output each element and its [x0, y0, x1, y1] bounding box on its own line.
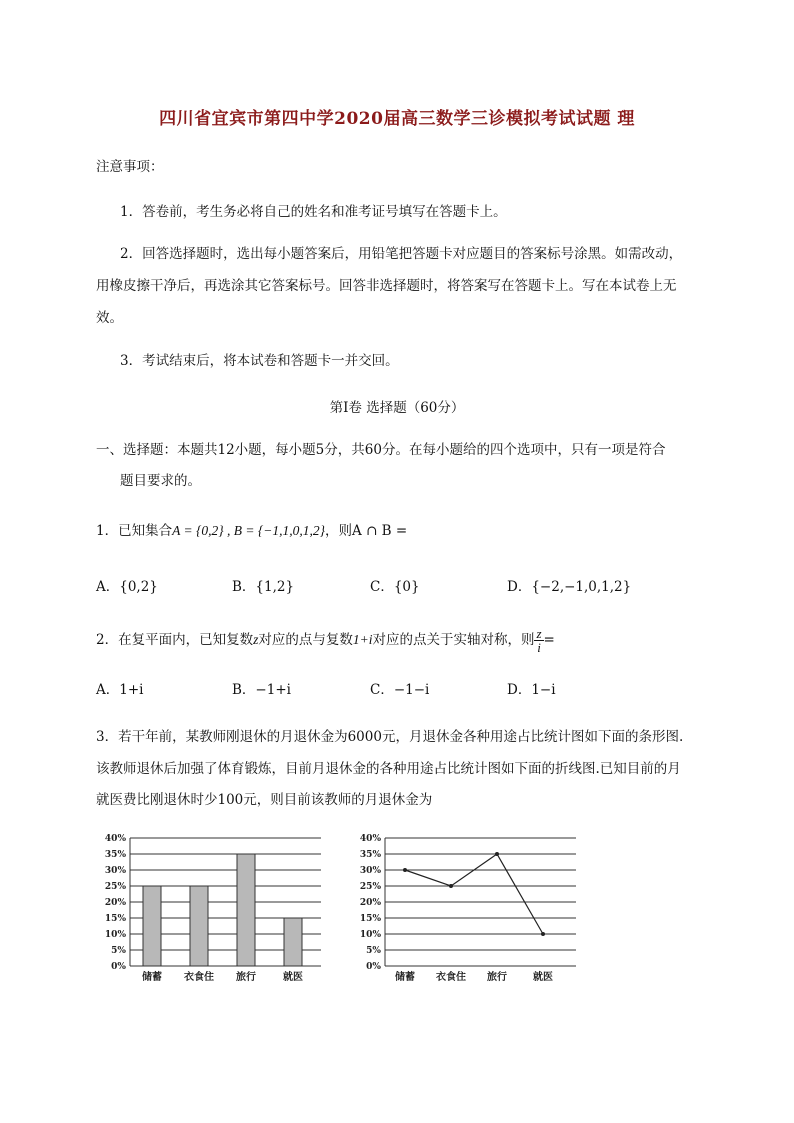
- bar: [143, 886, 161, 966]
- part-instructions: 一、选择题：本题共12小题，每小题5分，共60分。在每小题给的四个选项中，只有一项是符合: [96, 442, 666, 458]
- question-1-option-b: B．{1,2}: [232, 579, 295, 595]
- y-tick-label: 20%: [104, 898, 126, 908]
- y-tick-label: 25%: [104, 882, 126, 892]
- x-tick-label: 衣食住: [436, 972, 466, 983]
- question-1-prefix: 1．已知集合: [96, 523, 173, 539]
- y-tick-label: 10%: [104, 930, 126, 940]
- y-tick-label: 40%: [359, 834, 381, 844]
- section-title: 第Ⅰ卷 选择题（60分）: [329, 400, 465, 416]
- x-tick-label: 储蓄: [142, 972, 162, 983]
- question-2-suffix: 对应的点关于实轴对称，则: [372, 632, 535, 648]
- y-tick-label: 35%: [104, 850, 126, 860]
- fraction-numerator: z: [536, 626, 542, 641]
- question-2-eq: =: [543, 632, 555, 648]
- bar-chart: [96, 826, 336, 986]
- y-tick-label: 5%: [111, 946, 126, 956]
- line-chart: [356, 826, 586, 986]
- y-tick-label: 15%: [359, 914, 381, 924]
- question-1-option-d: D．{−2,−1,0,1,2}: [507, 579, 632, 595]
- data-point: [449, 884, 453, 888]
- x-tick-label: 就医: [283, 972, 303, 983]
- question-1-option-c: C．{0}: [370, 579, 420, 595]
- part-instructions: 题目要求的。: [120, 473, 201, 489]
- fraction-denominator: i: [537, 640, 541, 655]
- question-3-line: 3．若干年前，某教师刚退休的月退休金为6000元，月退休金各种用途占比统计图如下面的条形图.: [96, 729, 684, 745]
- notice-item: 1．答卷前，考生务必将自己的姓名和准考证号填写在答题卡上。: [120, 204, 507, 220]
- question-2-option-a: A．1+i: [96, 682, 144, 698]
- x-tick-label: 衣食住: [184, 972, 214, 983]
- question-1-expr: A = {0,2} , B = {−1,1,0,1,2}: [172, 523, 326, 538]
- y-tick-label: 35%: [359, 850, 381, 860]
- question-2-prefix: 2．在复平面内，已知复数: [96, 632, 254, 648]
- bar: [190, 886, 208, 966]
- page-title: 四川省宜宾市第四中学2020届高三数学三诊模拟考试试题 理: [159, 109, 635, 129]
- question-2-option-d: D．1−i: [507, 682, 556, 698]
- x-tick-label: 就医: [533, 972, 553, 983]
- notice-item: 效。: [96, 310, 123, 326]
- x-tick-label: 旅行: [487, 972, 507, 983]
- question-3-line: 该教师退休后加强了体育锻炼，目前月退休金的各种用途占比统计图如下面的折线图.已知目前的月: [96, 761, 681, 777]
- question-2-expr: 1+i: [352, 632, 373, 647]
- question-2-var: z: [253, 632, 259, 647]
- data-point: [541, 932, 545, 936]
- bar: [284, 918, 302, 966]
- notice-heading: 注意事项：: [96, 159, 164, 175]
- y-tick-label: 20%: [359, 898, 381, 908]
- y-tick-label: 30%: [104, 866, 126, 876]
- question-2: [96, 623, 555, 657]
- bar: [237, 854, 255, 966]
- y-tick-label: 30%: [359, 866, 381, 876]
- y-tick-label: 0%: [111, 962, 126, 972]
- x-tick-label: 旅行: [236, 972, 256, 983]
- series-line: [405, 854, 543, 934]
- question-2-mid: 对应的点与复数: [258, 632, 353, 648]
- y-tick-label: 10%: [359, 930, 381, 940]
- notice-item: 2．回答选择题时，选出每小题答案后，用铅笔把答题卡对应题目的答案标号涂黑。如需改动，: [120, 246, 683, 262]
- y-tick-label: 25%: [359, 882, 381, 892]
- data-point: [403, 868, 407, 872]
- data-point: [495, 852, 499, 856]
- question-3-line: 就医费比刚退休时少100元，则目前该教师的月退休金为: [96, 792, 433, 808]
- question-1: [96, 521, 407, 541]
- question-1-suffix: ，则A ∩ B =: [325, 523, 408, 539]
- notice-item: 用橡皮擦干净后，再选涂其它答案标号。回答非选择题时，将答案写在答题卡上。写在本试卷上无: [96, 278, 677, 294]
- question-2-option-b: B．−1+i: [232, 682, 291, 698]
- question-1-option-a: A．{0,2}: [96, 579, 158, 595]
- question-2-option-c: C．−1−i: [370, 682, 430, 698]
- y-tick-label: 5%: [366, 946, 381, 956]
- notice-item: 3．考试结束后，将本试卷和答题卡一并交回。: [120, 353, 399, 369]
- y-tick-label: 0%: [366, 962, 381, 972]
- question-2-fraction: [534, 627, 543, 654]
- x-tick-label: 储蓄: [395, 972, 415, 983]
- y-tick-label: 40%: [104, 834, 126, 844]
- y-tick-label: 15%: [104, 914, 126, 924]
